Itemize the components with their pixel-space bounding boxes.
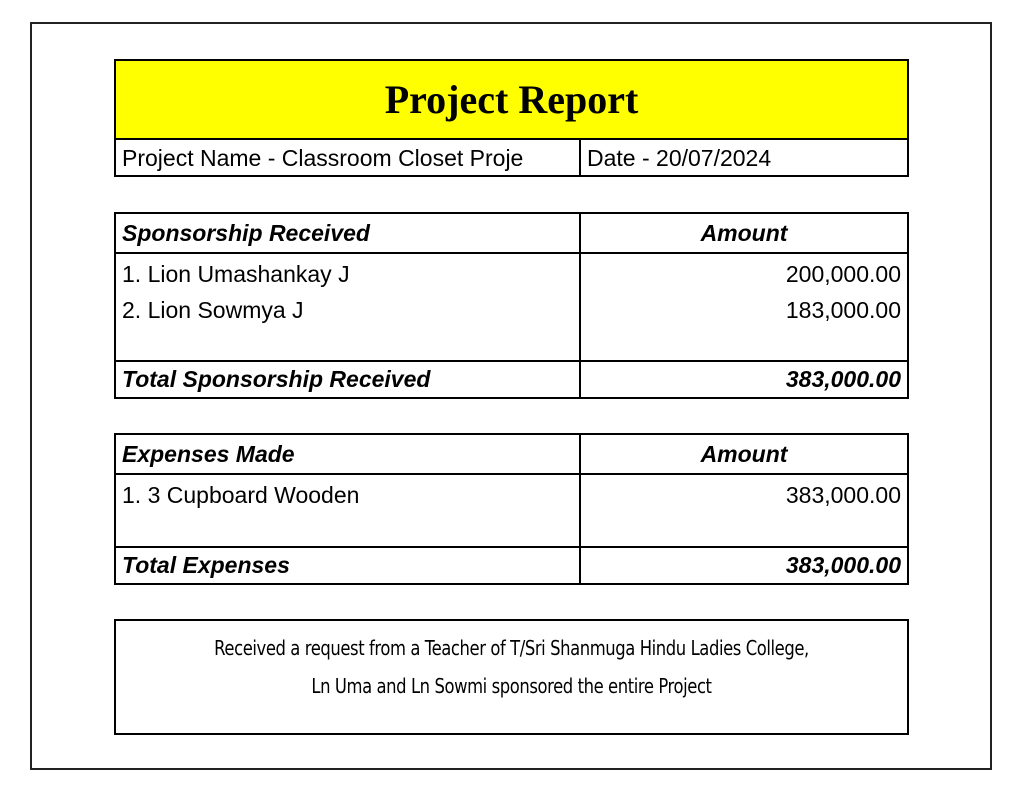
sponsorship-names [115,253,580,361]
report-date: Date - 20/07/2024 [587,145,772,171]
expense-names [115,474,580,547]
expense-amount: 383,000.00 [785,482,901,508]
sponsor-name: 1. Lion Umashankay J [122,261,350,287]
expenses-total-row [115,547,908,584]
sponsorship-amounts [580,253,908,361]
sponsorship-total-row [115,361,908,398]
sponsor-amount: 183,000.00 [785,297,901,323]
expense-amounts [580,474,908,547]
expense-name: 1. 3 Cupboard Wooden [122,482,360,508]
sponsorship-header-amount: Amount [580,213,908,253]
project-info-row [116,140,907,177]
project-note [114,619,909,735]
expenses-header-amount: Amount [580,434,908,474]
note-line-2: Ln Uma and Ln Sowmi sponsored the entire Project [311,674,712,698]
sponsorship-header-label: Sponsorship Received [115,213,580,253]
expenses-total-amount: 383,000.00 [580,547,908,584]
sponsor-amount: 200,000.00 [785,261,901,287]
sponsorship-total-label: Total Sponsorship Received [115,361,580,398]
sponsorship-header-row [115,213,908,253]
sponsorship-total-amount: 383,000.00 [580,361,908,398]
expenses-header-row [115,434,908,474]
report-title: Project Report [116,61,907,140]
sponsorship-table [114,212,909,399]
sponsorship-items-row [115,253,908,361]
expenses-items-row [115,474,908,547]
sponsor-name: 2. Lion Sowmya J [122,297,304,323]
expenses-total-label: Total Expenses [115,547,580,584]
project-name: Project Name - Classroom Closet Proje [116,140,581,177]
expenses-header-label: Expenses Made [115,434,580,474]
report-header [114,59,909,177]
expenses-table [114,433,909,585]
note-line-1: Received a request from a Teacher of T/Sri Shanmuga Hindu Ladies College, [214,636,809,660]
